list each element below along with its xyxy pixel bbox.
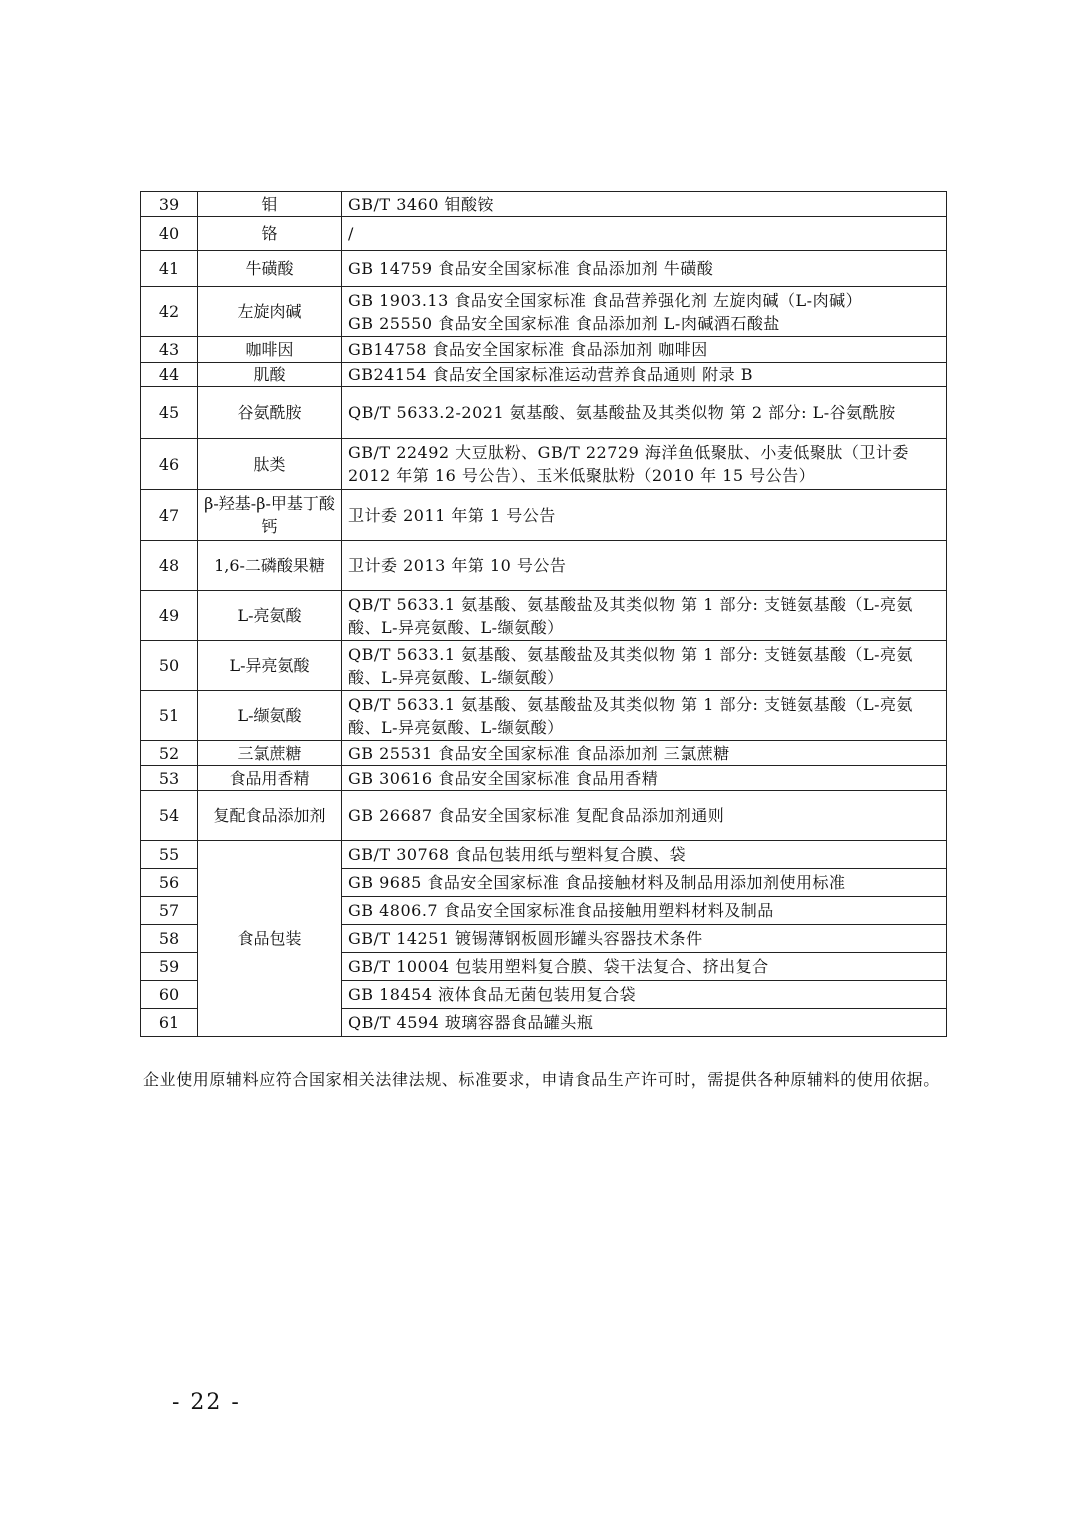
- standard-reference: /: [342, 217, 947, 251]
- standard-reference: GB24154 食品安全国家标准运动营养食品通则 附录 B: [342, 363, 947, 387]
- row-number: 61: [141, 1009, 198, 1037]
- standard-reference: GB 4806.7 食品安全国家标准食品接触用塑料材料及制品: [342, 897, 947, 925]
- row-number: 39: [141, 192, 198, 217]
- row-number: 45: [141, 387, 198, 439]
- material-name: 复配食品添加剂: [198, 791, 342, 841]
- footnote-paragraph: 企业使用原辅料应符合国家相关法律法规、标准要求，申请食品生产许可时，需提供各种原辅料的使用依据。: [143, 1070, 940, 1089]
- row-number: 56: [141, 869, 198, 897]
- material-name: 咖啡因: [198, 337, 342, 363]
- table-row: [141, 217, 947, 251]
- table-row: [141, 841, 947, 869]
- standard-reference: QB/T 5633.1 氨基酸、氨基酸盐及其类似物 第 1 部分: 支链氨基酸（L-亮氨酸、L-异亮氨酸、L-缬氨酸）: [342, 691, 947, 741]
- material-name: 牛磺酸: [198, 251, 342, 287]
- material-name: 1,6-二磷酸果糖: [198, 541, 342, 591]
- table-row: [141, 741, 947, 766]
- material-name: 左旋肉碱: [198, 287, 342, 337]
- standard-reference: GB/T 14251 镀锡薄钢板圆形罐头容器技术条件: [342, 925, 947, 953]
- table-row: [141, 287, 947, 337]
- material-name: 铬: [198, 217, 342, 251]
- table-row: [141, 251, 947, 287]
- standard-reference: 卫计委 2011 年第 1 号公告: [342, 490, 947, 541]
- table-row: [141, 387, 947, 439]
- material-name: 肌酸: [198, 363, 342, 387]
- row-number: 47: [141, 490, 198, 541]
- standard-reference: GB 25531 食品安全国家标准 食品添加剂 三氯蔗糖: [342, 741, 947, 766]
- standard-reference: GB/T 22492 大豆肽粉、GB/T 22729 海洋鱼低聚肽、小麦低聚肽（卫计委 2012 年第 16 号公告）、玉米低聚肽粉（2010 年 15 号公告）: [342, 439, 947, 490]
- packaging-group-name: 食品包装: [198, 841, 342, 1037]
- row-number: 44: [141, 363, 198, 387]
- standard-reference: GB14758 食品安全国家标准 食品添加剂 咖啡因: [342, 337, 947, 363]
- standard-reference: QB/T 4594 玻璃容器食品罐头瓶: [342, 1009, 947, 1037]
- row-number: 60: [141, 981, 198, 1009]
- material-name: β-羟基-β-甲基丁酸钙: [198, 490, 342, 541]
- row-number: 51: [141, 691, 198, 741]
- row-number: 50: [141, 641, 198, 691]
- standard-reference: GB/T 3460 钼酸铵: [342, 192, 947, 217]
- row-number: 40: [141, 217, 198, 251]
- standard-reference: QB/T 5633.1 氨基酸、氨基酸盐及其类似物 第 1 部分: 支链氨基酸（L-亮氨酸、L-异亮氨酸、L-缬氨酸）: [342, 641, 947, 691]
- material-name: 食品用香精: [198, 766, 342, 791]
- table-row: [141, 192, 947, 217]
- standard-reference: 卫计委 2013 年第 10 号公告: [342, 541, 947, 591]
- standard-reference: GB 26687 食品安全国家标准 复配食品添加剂通则: [342, 791, 947, 841]
- table-row: [141, 591, 947, 641]
- table-row: [141, 337, 947, 363]
- material-name: L-亮氨酸: [198, 591, 342, 641]
- row-number: 54: [141, 791, 198, 841]
- row-number: 43: [141, 337, 198, 363]
- row-number: 53: [141, 766, 198, 791]
- row-number: 48: [141, 541, 198, 591]
- table-row: [141, 541, 947, 591]
- row-number: 59: [141, 953, 198, 981]
- standard-reference: GB/T 30768 食品包装用纸与塑料复合膜、袋: [342, 841, 947, 869]
- standard-reference: QB/T 5633.1 氨基酸、氨基酸盐及其类似物 第 1 部分: 支链氨基酸（L-亮氨酸、L-异亮氨酸、L-缬氨酸）: [342, 591, 947, 641]
- row-number: 41: [141, 251, 198, 287]
- material-name: 钼: [198, 192, 342, 217]
- material-name: 肽类: [198, 439, 342, 490]
- standard-reference: GB/T 10004 包装用塑料复合膜、袋干法复合、挤出复合: [342, 953, 947, 981]
- row-number: 55: [141, 841, 198, 869]
- table-row: [141, 490, 947, 541]
- table-row: [141, 439, 947, 490]
- standard-reference: GB 14759 食品安全国家标准 食品添加剂 牛磺酸: [342, 251, 947, 287]
- table-row: [141, 691, 947, 741]
- row-number: 52: [141, 741, 198, 766]
- table-row: [141, 641, 947, 691]
- material-name: L-异亮氨酸: [198, 641, 342, 691]
- row-number: 49: [141, 591, 198, 641]
- row-number: 46: [141, 439, 198, 490]
- standards-table-body: [141, 192, 947, 1037]
- row-number: 57: [141, 897, 198, 925]
- standards-table: [140, 191, 947, 1037]
- standard-reference: GB 1903.13 食品安全国家标准 食品营养强化剂 左旋肉碱（L-肉碱） GB 25550 食品安全国家标准 食品添加剂 L-肉碱酒石酸盐: [342, 287, 947, 337]
- table-row: [141, 791, 947, 841]
- table-row: [141, 363, 947, 387]
- standard-reference: GB 9685 食品安全国家标准 食品接触材料及制品用添加剂使用标准: [342, 869, 947, 897]
- table-row: [141, 766, 947, 791]
- material-name: 三氯蔗糖: [198, 741, 342, 766]
- standard-reference: GB 18454 液体食品无菌包装用复合袋: [342, 981, 947, 1009]
- standard-reference: QB/T 5633.2-2021 氨基酸、氨基酸盐及其类似物 第 2 部分: L-谷氨酰胺: [342, 387, 947, 439]
- row-number: 58: [141, 925, 198, 953]
- material-name: L-缬氨酸: [198, 691, 342, 741]
- standard-reference: GB 30616 食品安全国家标准 食品用香精: [342, 766, 947, 791]
- material-name: 谷氨酰胺: [198, 387, 342, 439]
- page-number: - 22 -: [172, 1390, 241, 1415]
- row-number: 42: [141, 287, 198, 337]
